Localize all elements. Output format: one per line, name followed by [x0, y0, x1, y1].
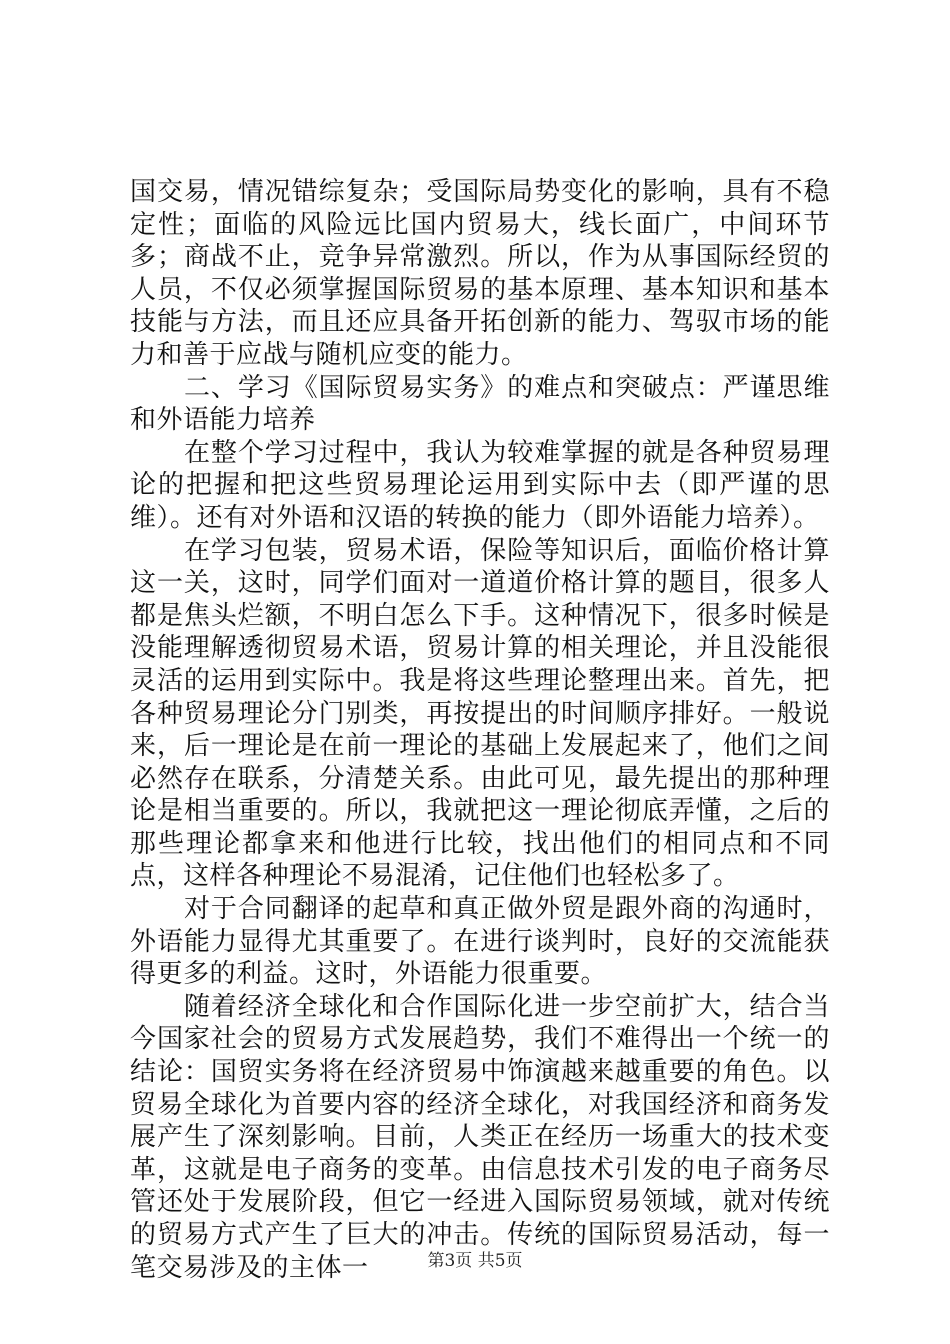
paragraph: 在整个学习过程中，我认为较难掌握的就是各种贸易理论的把握和把这些贸易理论运用到实际中去（即严谨的思维）。还有对外语和汉语的转换的能力（即外语能力培养）。	[130, 437, 830, 533]
section-heading: 二、学习《国际贸易实务》的难点和突破点：严谨思维和外语能力培养	[130, 372, 830, 436]
paragraph: 随着经济全球化和合作国际化进一步空前扩大，结合当今国家社会的贸易方式发展趋势，我们不难得出一个统一的结论：国贸实务将在经济贸易中饰演越来越重要的角色。以贸易全球化为首要内容的经济全球化，对我国经济和商务发展产生了深刻影响。目前，人类正在经历一场重大的技术变革，这就是电子商务的变革。由信息技术引发的电子商务尽管还处于发展阶段，但它一经进入国际贸易领域，就对传统的贸易方式产生了巨大的冲击。传统的国际贸易活动，每一笔交易涉及的主体一	[130, 991, 830, 1283]
paragraph-continuation: 国交易，情况错综复杂；受国际局势变化的影响，具有不稳定性；面临的风险远比国内贸易大，线长面广，中间环节多；商战不止，竞争异常激烈。所以，作为从事国际经贸的人员，不仅必须掌握国际贸易的基本原理、基本知识和基本技能与方法，而且还应具备开拓创新的能力、驾驭市场的能力和善于应战与随机应变的能力。	[130, 177, 830, 370]
paragraph: 对于合同翻译的起草和真正做外贸是跟外商的沟通时，外语能力显得尤其重要了。在进行谈判时，良好的交流能获得更多的利益。这时，外语能力很重要。	[130, 894, 830, 990]
document-body	[130, 176, 830, 1284]
paragraph: 在学习包装，贸易术语，保险等知识后，面临价格计算这一关，这时，同学们面对一道道价格计算的题目，很多人都是焦头烂额，不明白怎么下手。这种情况下，很多时候是没能理解透彻贸易术语，贸易计算的相关理论，并且没能很灵活的运用到实际中。我是将这些理论整理出来。首先，把各种贸易理论分门别类，再按提出的时间顺序排好。一般说来，后一理论是在前一理论的基础上发展起来了，他们之间必然存在联系，分清楚关系。由此可见，最先提出的那种理论是相当重要的。所以，我就把这一理论彻底弄懂，之后的那些理论都拿来和他进行比较，找出他们的相同点和不同点，这样各种理论不易混淆，记住他们也轻松多了。	[130, 535, 830, 892]
page-footer: 第3页 共5页	[427, 1251, 523, 1271]
